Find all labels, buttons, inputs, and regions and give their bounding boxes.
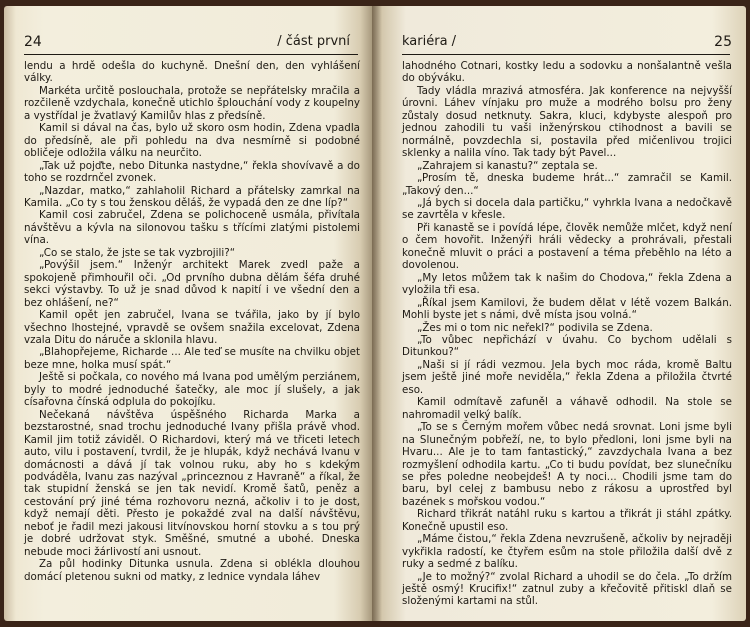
paragraph: „Co se stalo, že jste se tak vyzbrojili?“ [39,246,236,259]
paragraph: Nečekaná návštěva úspěšného Richarda Marka a bezstarostné, snad trochu jednoduché Ivany přišla právě vhod. Kamil jim totiž záviděl. O Richardovi, který má ve třiceti letech auto, vilu i postavení, tvrdil, že je hlupák, když nechává Ivanu v domácnosti a dává jí tak volnou ruku, aby ho s kdekým podváděla, Ivanu zas nazýval „princeznou z Havraně“ a říkal, že tak stupidní ženská se jen tak nevidí. Kromě šatů, peněz a cestování prý jiné téma rozhovoru nezná, ačkoliv i to je dost, když nemají děti. Přesto je pokaždé zval na další návštěvu, neboť je řadil mezi jakousi litvínovskou horní stovku a s tou prý je dobré udržovat styk. Směšné, smutné a ubohé. Dneska nebude moci žárlivostí ani usnout. [24,408,360,558]
right-page-body [402,60,732,608]
book-spread [4,6,746,621]
paragraph: „To vůbec nepřichází v úvahu. Co bychom udělali s Ditunkou?“ [402,333,732,359]
paragraph: „Blahopřejeme, Richarde ... Ale teď se musíte na chvilku objet beze mne, holka musí spát.“ [24,346,360,371]
paragraph: Kamil cosi zabručel, Zdena se polichoceně usmála, přivítala návštěvu a kývla na silonovou tašku s třícími zlatými pistolemi vína. [24,209,360,247]
paragraph: „Žes mi o tom nic neřekl?“ podivila se Zdena. [417,321,653,334]
paragraph: Markéta určitě poslouchala, protože se nepřátelsky mračila a rozčileně vzdychala, konečně utichlo šplouchání vody z koupelny a vystřídal je žvatlavý Kamilův hlas z předsíně. [24,84,360,122]
paragraph: „My letos můžem tak k našim do Chodova,“ řekla Zdena a vyložila tři esa. [402,271,732,297]
right-header-rule [402,54,730,55]
paragraph: Tady vládla mrazivá atmosféra. Jak konference na nejvyšší úrovni. Láhev vínjaku pro muže a modrého bolsu pro ženy zůstaly dosud netknuty. Sakra, kluci, kdybyste alespoň pro jednou zahodili tu vaši inženýrskou ctihodnost a bavili se normálně, povzdechla si, postavila před mičenlivou trojici sklenky a nalila víno. Tak tady být Pavel... [402,84,732,160]
paragraph: Kamil opět jen zabručel, Ivana se tvářila, jako by jí bylo všechno lhostejné, vpravdě se ovšem snažila excelovat, Zdena vzala Ditu do náruče a sklonila hlavu. [24,309,360,346]
paragraph: „Povýšil jsem.“ Inženýr architekt Marek zvedl paže a spokojeně přimhouřil oči. „Od prvního dubna dělám šéfa druhé sekci výstavby. To už je snad důvod k napití i ve všední den a bez ohlášení, ne?“ [24,259,360,309]
paragraph: Při kanastě se i povídá lépe, člověk nemůže mlčet, když není o čem hovořit. Inženýři hráli vědecky a prohrávali, přestali konečně mluvit o práci a postavení a téma přeběhlo na léto a dovolenou. [402,221,732,272]
paragraph: „Naši si jí rádi vezmou. Jela bych moc ráda, kromě Baltu jsem ještě jiné moře neviděla,“ řekla Zdena a přiložila čtvrté eso. [402,358,732,396]
paragraph: „Já bych si docela dala partičku,“ vyhrkla Ivana a nedočkavě se zavrtěla v křesle. [402,196,732,222]
paragraph: Za půl hodinky Ditunka usnula. Zdena si oblékla dlouhou domácí pletenou sukni od matky, z lednice vyndala láhev [24,558,360,583]
right-page-header [402,34,732,52]
left-page-number: 24 [24,34,42,50]
paragraph: „To se s Černým mořem vůbec nedá srovnat. Loni jsme byli na Slunečným pobřeží, ne, to bylo předloni, loni jsme byli na Hvaru... Ale je to tam fantastický,“ zavzdychala Ivana a bez rozmyšlení odhodila kartu. „Co ti budu povídat, bez slunečníku se přes poledne neobejdeš! A ty noci... Chodili jsme tam do baru, byl celej z bambusu nebo z rákosu a uprostřed byl bazének s mořskou vodou.“ [402,421,732,508]
left-page-header [24,34,362,52]
paragraph: „Je to možný?“ zvolal Richard a uhodil se do čela. „To držím ještě osmý! Krucifix!“ zatnul zuby a křečovitě přitiskl dlaň se složenými kartami na stůl. [402,570,732,608]
right-running-head: kariéra / [402,34,457,49]
right-page-number: 25 [714,34,732,50]
paragraph: lendu a hrdě odešla do kuchyně. Dnešní den, den vyhlášení války. [24,60,360,85]
right-page [372,6,746,621]
paragraph: „Nazdar, matko,“ zahlaholil Richard a přátelsky zamrkal na Kamila. „Co ty s tou ženskou děláš, že vypadá den ze dne líp?“ [24,184,360,209]
paragraph: „Tak už pojďte, nebo Ditunka nastydne,“ řekla shovívavě a do toho se rozdrnčel zvonek. [24,159,360,185]
left-header-rule [24,54,358,55]
left-running-head: / část první [277,34,350,49]
paragraph: Ještě si počkala, co nového má Ivana pod umělým perziánem, byly to modré jednoduché šatečky, ale moc jí slušely, a jak císařovna čínská odplula do pokojíku. [24,371,360,409]
paragraph: „Říkal jsem Kamilovi, že budem dělat v létě vozem Balkán. Mohli byste jet s námi, dvě místa jsou volná.“ [402,296,732,322]
paragraph: Kamil odmítavě zafuněl a váhavě odhodil. Na stole se nahromadil velký balík. [402,396,732,421]
paragraph: Kamil si dával na čas, bylo už skoro osm hodin, Zdena vpadla do předsíně, ale při pohledu na dva nesmírně si podobné obličeje odložila válku na neurčito. [24,122,360,160]
gutter-shadow [372,6,382,621]
left-page-body [24,60,360,583]
paragraph: lahodného Cotnari, kostky ledu a sodovku a nonšalantně vešla do obýváku. [402,60,732,85]
paragraph: „Máme čistou,“ řekla Zdena nevzrušeně, ačkoliv by nejraději vykřikla radostí, ke čtyřem esům na stole přiložila další dvě z ruky a sedmé z balíku. [402,533,732,571]
left-page [4,6,372,621]
paragraph: Richard třikrát natáhl ruku s kartou a třikrát ji stáhl zpátky. Konečně upustil eso. [402,508,732,533]
paragraph: „Zahrajem si kanastu?“ zeptala se. [417,159,598,172]
paragraph: „Prosím tě, dneska budeme hrát...“ zamračil se Kamil. „Takový den...“ [402,172,732,197]
